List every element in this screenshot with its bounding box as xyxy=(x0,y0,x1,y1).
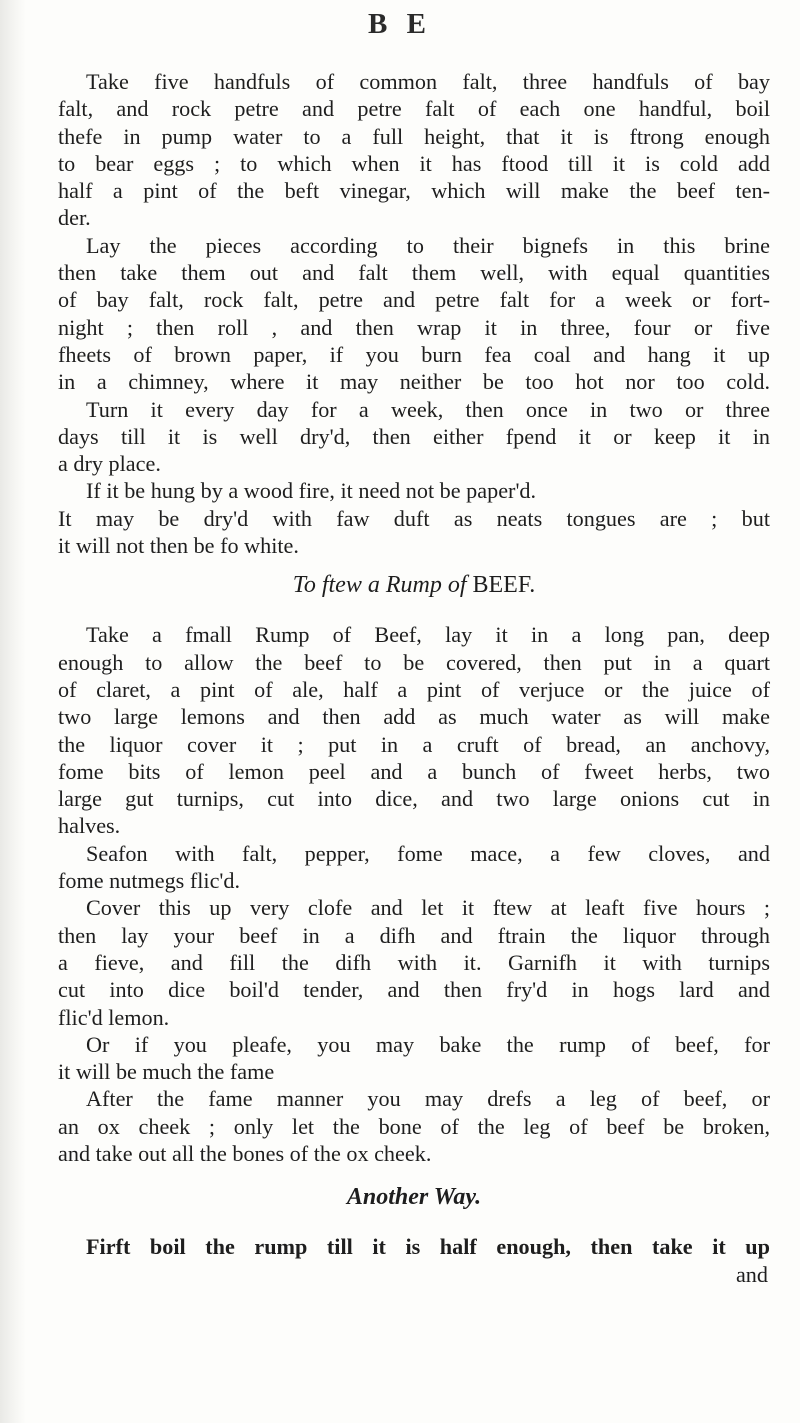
text-line: to bear eggs ; to which when it has ftood till it is cold add xyxy=(58,150,770,176)
text-line: then take them out and falt them well, with equal quantities xyxy=(58,260,770,286)
text-line: If it be hung by a wood fire, it need not be paper'd. xyxy=(86,478,537,504)
text-line: of claret, a pint of ale, half a pint of verjuce or the juice of xyxy=(58,676,770,702)
text-line: in a chimney, where it may neither be too hot nor too cold. xyxy=(58,369,770,395)
text-line: fheets of brown paper, if you burn fea coal and hang it up xyxy=(58,341,770,367)
text-line: Firft boil the rump till it is half enough, then take it up xyxy=(86,1234,770,1260)
catchword: and xyxy=(735,1261,768,1287)
text-line: the liquor cover it ; put in a cruft of bread, an anchovy, xyxy=(58,731,770,757)
text-line: a fieve, and fill the difh with it. Garnifh it with turnips xyxy=(58,949,770,975)
text-line: Take a fmall Rump of Beef, lay it in a long pan, deep xyxy=(86,622,770,648)
section-another-way-recipe xyxy=(58,1233,770,1288)
text-line: Turn it every day for a week, then once in two or three xyxy=(86,396,770,422)
text-line: of bay falt, rock falt, petre and petre falt for a week or fort- xyxy=(58,287,770,313)
heading-italic-part: To ftew a Rump of xyxy=(292,572,467,599)
text-line: thefe in pump water to a full height, that it is ftrong enough xyxy=(58,123,770,149)
text-line: and take out all the bones of the ox cheek. xyxy=(58,1140,432,1166)
text-line: Seafon with falt, pepper, fome mace, a few cloves, and xyxy=(86,840,770,866)
text-line: night ; then roll , and then wrap it in three, four or five xyxy=(58,314,770,340)
text-line: cut into dice boil'd tender, and then fry'd in hogs lard and xyxy=(58,977,770,1003)
text-line: fome nutmegs flic'd. xyxy=(58,868,241,894)
text-block xyxy=(58,68,770,1288)
text-line: then lay your beef in a difh and ftrain the liquor through xyxy=(58,922,770,948)
text-line: falt, and rock petre and petre falt of each one handful, boil xyxy=(58,96,770,122)
text-line: it will not then be fo white. xyxy=(58,533,299,559)
text-line: it will be much the fame xyxy=(58,1059,275,1085)
running-head: B E xyxy=(368,8,432,40)
text-line: fome bits of lemon peel and a bunch of fweet herbs, two xyxy=(58,758,770,784)
text-line: der. xyxy=(58,205,91,231)
text-line: halves. xyxy=(58,813,121,839)
text-line: Cover this up very clofe and let it ftew at leaft five hours ; xyxy=(86,895,770,921)
text-line: enough to allow the beef to be covered, then put in a quart xyxy=(58,649,770,675)
text-line: It may be dry'd with faw duft as neats tongues are ; but xyxy=(58,505,770,531)
section-heading-another-way: Another Way. xyxy=(346,1184,482,1211)
text-line: half a pint of the beft vinegar, which will make the beef ten- xyxy=(58,178,770,204)
text-line: Take five handfuls of common falt, three handfuls of bay xyxy=(86,69,770,94)
text-line: a dry place. xyxy=(58,451,161,477)
text-line: After the fame manner you may drefs a leg of beef, or xyxy=(86,1086,770,1112)
text-line: Lay the pieces according to their bignefs in this brine xyxy=(86,232,770,258)
text-line: an ox cheek ; only let the bone of the leg of beef be broken, xyxy=(58,1113,770,1139)
text-line: flic'd lemon. xyxy=(58,1004,170,1030)
text-line: days till it is well dry'd, then either fpend it or keep it in xyxy=(58,423,770,449)
page-gutter-shadow xyxy=(0,0,26,1423)
text-line: two large lemons and then add as much water as will make xyxy=(58,704,770,730)
section-heading-stew-rump xyxy=(58,569,770,605)
section-brine-recipe xyxy=(58,68,770,559)
text-line: large gut turnips, cut into dice, and two large onions cut in xyxy=(58,786,770,812)
text-line: Or if you pleafe, you may bake the rump of beef, for xyxy=(86,1031,770,1057)
heading-roman-part: BEEF. xyxy=(466,572,536,599)
section-stew-rump-recipe xyxy=(58,621,770,1167)
